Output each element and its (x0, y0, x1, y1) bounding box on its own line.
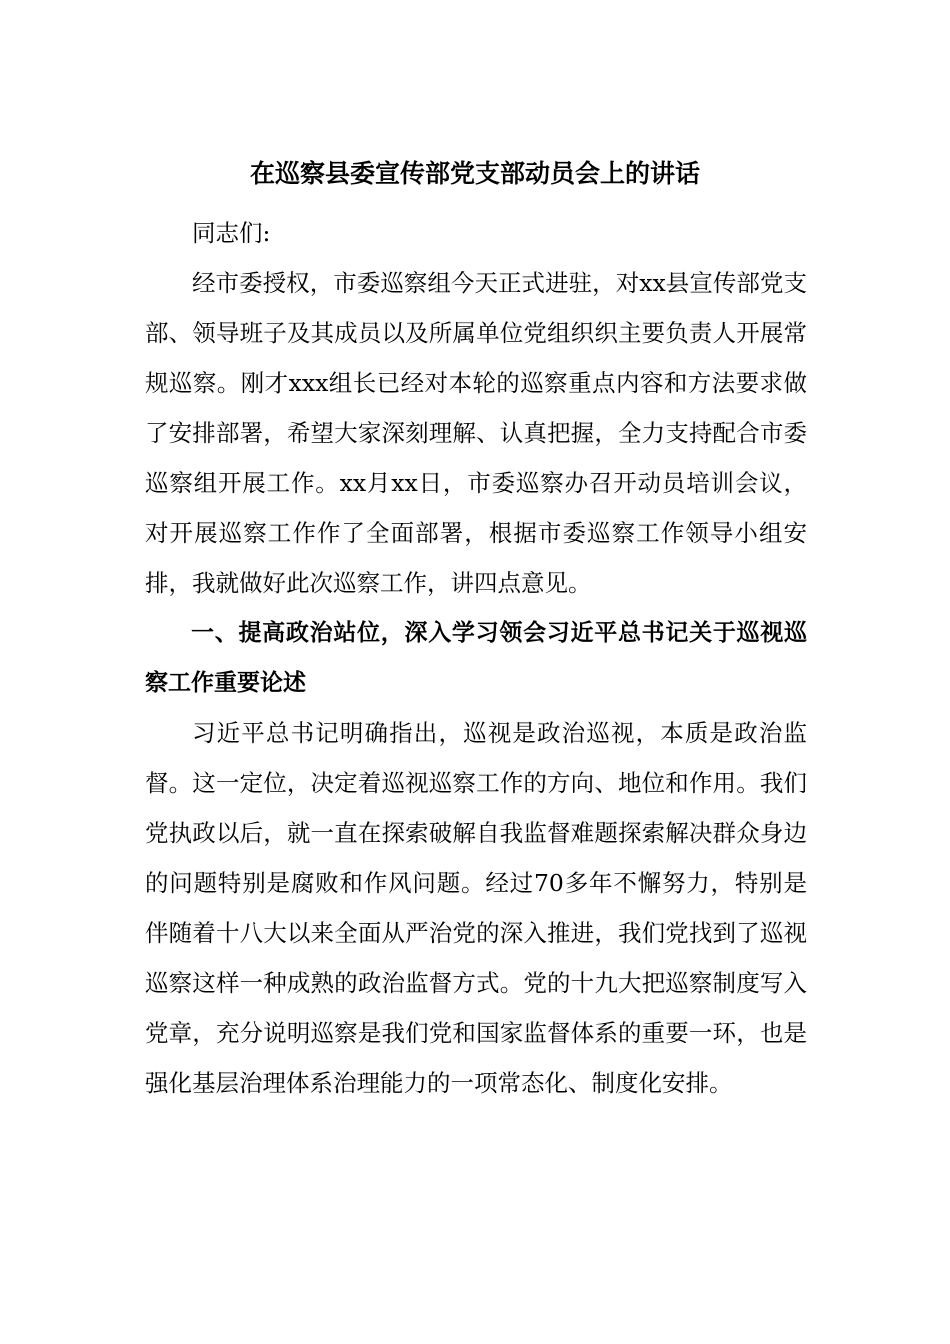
document-body (145, 208, 807, 1108)
document-title: 在巡察县委宣传部党支部动员会上的讲话 (249, 159, 700, 188)
paragraph-section-1: 习近平总书记明确指出，巡视是政治巡视，本质是政治监督。这一定位，决定着巡视巡察工作的方向、地位和作用。我们党执政以后，就一直在探索破解自我监督难题探索解决群众身边的问题特别是腐败和作风问题。经过70多年不懈努力，特别是伴随着十八大以来全面从严治党的深入推进，我们党找到了巡视巡察这样一种成熟的政治监督方式。党的十九大把巡察制度写入党章，充分说明巡察是我们党和国家监督体系的重要一环，也是强化基层治理体系治理能力的一项常态化、制度化安排。 (145, 719, 807, 1097)
salutation: 同志们: (192, 219, 271, 247)
section-heading-1: 一、提高政治站位，深入学习领会习近平总书记关于巡视巡察工作重要论述 (145, 620, 807, 696)
paragraph-intro: 经市委授权，市委巡察组今天正式进驻，对xx县宣传部党支部、领导班子及其成员以及所属单位党组织织主要负责人开展常规巡察。刚才xxx组长已经对本轮的巡察重点内容和方法要求做了安排部署，希望大家深刻理解、认真把握，全力支持配合市委巡察组开展工作。xx月xx日，市委巡察办召开动员培训会议，对开展巡察工作作了全面部署，根据市委巡察工作领导小组安排，我就做好此次巡察工作，讲四点意见。 (145, 269, 807, 597)
